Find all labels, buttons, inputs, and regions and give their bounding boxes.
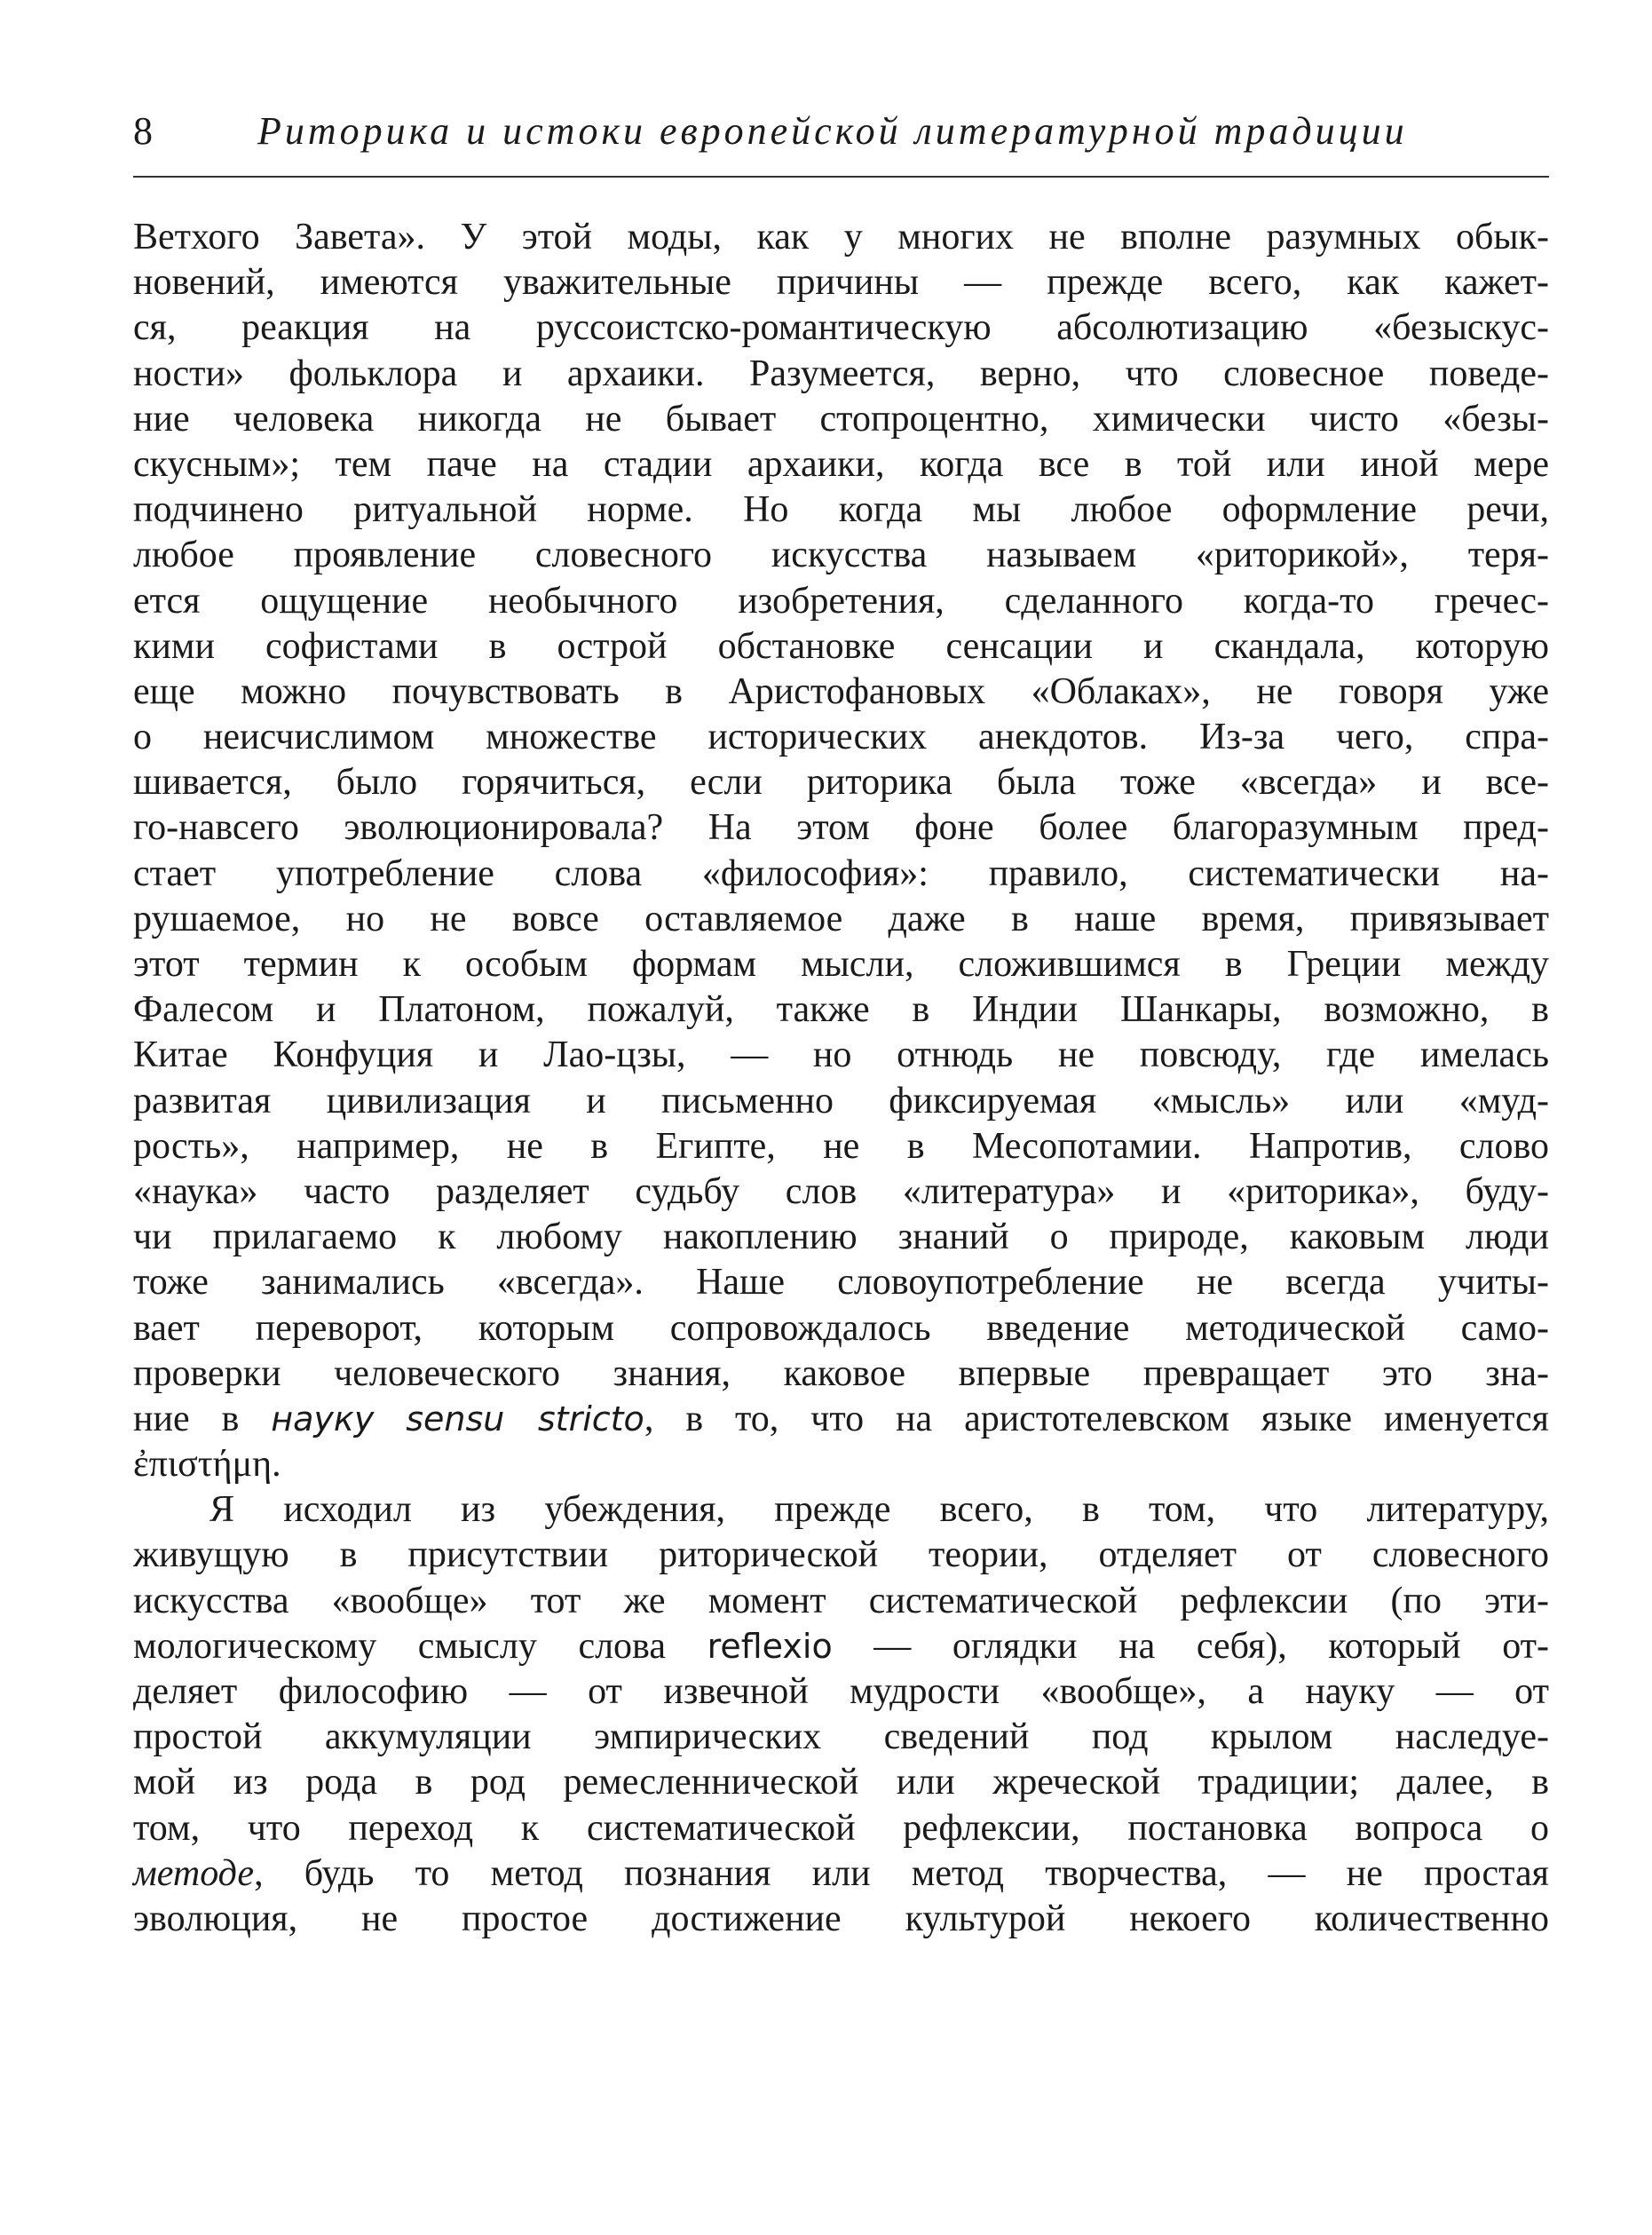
- text-fragment: мологическому смыслу слова: [133, 1625, 707, 1667]
- latin-phrase: sensu stricto: [406, 1399, 644, 1438]
- text-fragment: , в то, что на аристотелевском языке именуется: [644, 1398, 1549, 1439]
- text-line: Фалесом и Платоном, пожалуй, также в Индии Шанкары, возможно, в: [133, 989, 1549, 1031]
- text-line: Я исходил из убеждения, прежде всего, в том, что литературу,: [209, 1489, 1549, 1531]
- emphasis-word: методе: [133, 1852, 255, 1894]
- text-line: рость», например, не в Египте, не в Месопотамии. Напротив, слово: [133, 1125, 1549, 1167]
- text-line: живущую в присутствии риторической теории, отделяет от словесного: [133, 1534, 1549, 1576]
- text-line: о неисчислимом множестве исторических анекдотов. Из-за чего, спра-: [133, 717, 1549, 758]
- text-line: шивается, было горячиться, если риторика была тоже «всегда» и все-: [133, 762, 1549, 804]
- text-fragment: , будь то метод познания или метод творчества, — не простая: [254, 1852, 1549, 1894]
- body-text: [133, 215, 1549, 1942]
- text-line: ется ощущение необычного изобретения, сделанного когда-то гречес-: [133, 580, 1549, 622]
- text-line: [133, 1624, 1549, 1669]
- text-line: чи прилагаемо к любому накоплению знаний о природе, каковым люди: [133, 1217, 1549, 1258]
- paragraph-1: [133, 215, 1549, 1487]
- text-line: мой из рода в род ремесленнической или жреческой традиции; далее, в: [133, 1762, 1549, 1803]
- paragraph-2: [133, 1487, 1549, 1942]
- text-line: рушаемое, но не вовсе оставляемое даже в наше время, привязывает: [133, 898, 1549, 939]
- running-title: Риторика и истоки европейской литературной традиции: [257, 109, 1408, 153]
- text-line: стает употребление слова «философия»: правило, систематически на-: [133, 852, 1549, 894]
- text-line: деляет философию — от извечной мудрости «вообще», а науку — от: [133, 1671, 1549, 1712]
- page-number: 8: [133, 109, 153, 153]
- greek-term-line: ἐπιστήμη.: [133, 1444, 281, 1486]
- text-line: кими софистами в острой обстановке сенсации и скандала, которую: [133, 625, 1549, 667]
- text-line: ности» фольклора и архаики. Разумеется, верно, что словесное поведе-: [133, 353, 1549, 394]
- header-rule: [133, 176, 1549, 178]
- text-line: том, что переход к систематической рефлексии, постановка вопроса о: [133, 1807, 1549, 1849]
- text-line: новений, имеются уважительные причины — прежде всего, как кажет-: [133, 262, 1549, 304]
- text-line: [133, 1851, 1549, 1897]
- running-head: [133, 105, 1553, 158]
- text-fragment: ние в: [133, 1398, 272, 1439]
- text-line: этот термин к особым формам мысли, сложившимся в Греции между: [133, 944, 1549, 985]
- text-line: скусным»; тем паче на стадии архаики, когда все в той или иной мере: [133, 443, 1549, 485]
- text-line: Китае Конфуция и Лао-цзы, — но отнюдь не повсюду, где имелась: [133, 1034, 1549, 1076]
- text-line: подчинено ритуальной норме. Но когда мы любое оформление речи,: [133, 489, 1549, 531]
- text-line: любое проявление словесного искусства называем «риторикой», теря-: [133, 535, 1549, 576]
- text-line: го-навсего эволюционировала? На этом фоне более благоразумным пред-: [133, 807, 1549, 849]
- text-line: искусства «вообще» тот же момент систематической рефлексии (по эти-: [133, 1580, 1549, 1621]
- emphasis-word: науку: [271, 1399, 375, 1438]
- latin-term: reflexio: [707, 1626, 833, 1666]
- text-line: эволюция, не простое достижение культурой некоего количественно: [133, 1898, 1549, 1939]
- text-line: еще можно почувствовать в Аристофановых «Облаках», не говоря уже: [133, 670, 1549, 712]
- text-line: [133, 1397, 1549, 1442]
- text-fragment: — оглядки на себя), который от-: [832, 1625, 1549, 1667]
- text-line: простой аккумуляции эмпирических сведений под крылом наследуе-: [133, 1716, 1549, 1758]
- text-line: ние человека никогда не бывает стопроцентно, химически чисто «безы-: [133, 398, 1549, 440]
- text-line: «наука» часто разделяет судьбу слов «литература» и «риторика», буду-: [133, 1170, 1549, 1212]
- text-line: проверки человеческого знания, каковое впервые превращает это зна-: [133, 1352, 1549, 1394]
- text-line: вает переворот, которым сопровождалось введение методической само-: [133, 1307, 1549, 1349]
- text-line: тоже занимались «всегда». Наше словоупотребление не всегда учиты-: [133, 1262, 1549, 1304]
- text-line: ся, реакция на руссоистско-романтическую абсолютизацию «безыскус-: [133, 307, 1549, 349]
- text-line: развитая цивилизация и письменно фиксируемая «мысль» или «муд-: [133, 1080, 1549, 1121]
- text-line: Ветхого Завета». У этой моды, как у многих не вполне разумных обык-: [133, 217, 1549, 258]
